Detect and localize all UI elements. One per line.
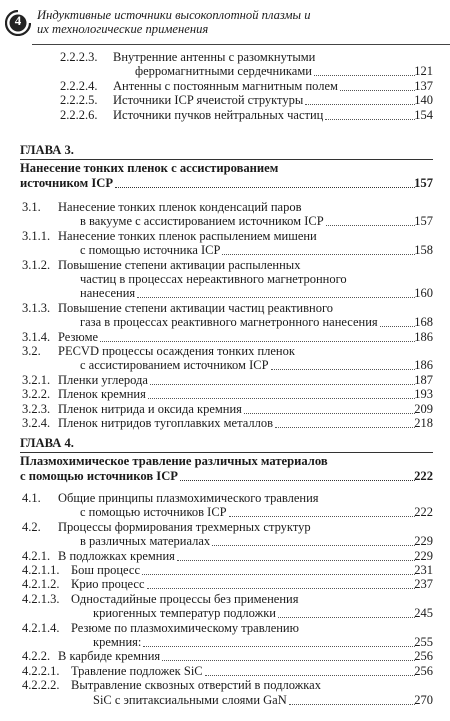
- toc-entry-number: 2.2.2.6.: [60, 107, 98, 122]
- page-number: 4: [14, 13, 22, 28]
- toc-leader: [143, 646, 415, 647]
- toc-leader: [148, 398, 415, 399]
- toc-entry-text: Антенны с постоянным магнитным полем: [113, 78, 338, 93]
- toc-leader: [229, 516, 415, 517]
- toc-entry-page: 229: [414, 548, 433, 563]
- toc-entry-text: криогенных температур подложки: [93, 606, 276, 621]
- toc-leader: [137, 297, 415, 298]
- toc-entry-page: 158: [414, 243, 433, 258]
- chapter-rule: [20, 159, 433, 160]
- toc-entry-page: 231: [414, 563, 433, 577]
- toc-entry-number: 4.2.1.3.: [22, 591, 60, 606]
- chapter-page: 157: [414, 176, 433, 190]
- chapter-title-line1: Нанесение тонких пленок с ассистированием: [20, 161, 279, 175]
- toc-entry-page: 245: [414, 606, 433, 621]
- toc-entry-text: Пленок нитрида и оксида кремния: [58, 401, 242, 416]
- chapter-leader: [115, 187, 415, 188]
- chapter-title-line2: с помощью источников ICP: [20, 469, 178, 483]
- toc-entry-page: 168: [414, 315, 433, 330]
- running-header-line1: Индуктивные источники высокоплотной плазмы и: [37, 8, 311, 22]
- toc-entry-text: с помощью источника ICP: [80, 243, 221, 258]
- toc-entry-number: 3.1.1.: [22, 228, 51, 243]
- toc-entry-page: 193: [414, 387, 433, 402]
- toc-leader: [314, 75, 415, 76]
- toc-leader: [305, 104, 415, 105]
- toc-entry-number: 4.2.2.1.: [22, 663, 60, 678]
- toc-entry-text: газа в процессах реактивного магнетронного нанесения: [80, 315, 378, 330]
- toc-entry-number: 3.1.2.: [22, 257, 51, 272]
- toc-entry-text: Повышение степени активации частиц реактивного: [58, 300, 334, 315]
- toc-leader: [150, 384, 415, 385]
- toc-entry-page: 218: [414, 416, 433, 430]
- toc-entry-number: 3.2.2.: [22, 387, 51, 402]
- running-header-line2: их технологические применения: [37, 22, 209, 36]
- toc-leader: [205, 675, 415, 676]
- toc-entry-text: Травление подложек SiC: [71, 663, 203, 678]
- toc-entry-text: Процессы формирования трехмерных структур: [58, 519, 311, 534]
- toc-entry-number: 2.2.2.5.: [60, 93, 98, 108]
- toc-entry-page: 209: [414, 401, 433, 416]
- toc-entry-page: 270: [414, 692, 433, 707]
- toc-entry-page: 229: [414, 534, 433, 549]
- toc-entry-text: Резюме: [58, 329, 99, 344]
- toc-entry-page: 256: [414, 663, 433, 678]
- toc-entry-text: В карбиде кремния: [58, 649, 161, 664]
- chapter-leader: [180, 480, 415, 481]
- toc-leader: [147, 588, 416, 589]
- toc-leader: [271, 369, 415, 370]
- toc-entry-page: 256: [414, 649, 433, 664]
- toc-entry-number: 4.2.1.1.: [22, 563, 60, 577]
- chapter-label: ГЛАВА 4.: [20, 436, 74, 450]
- toc-entry-text: Источники ICP ячеистой структуры: [113, 93, 304, 108]
- toc-entry-text: Источники пучков нейтральных частиц: [113, 107, 324, 122]
- toc-entry-text: в вакууме с ассистированием источником ICP: [80, 214, 324, 229]
- toc-entry-number: 4.2.2.: [22, 649, 51, 664]
- toc-entry-number: 4.2.1.2.: [22, 577, 60, 592]
- toc-entry-text: с ассистированием источником ICP: [80, 358, 269, 373]
- toc-leader: [177, 560, 415, 561]
- toc-leader: [326, 225, 415, 226]
- toc-entry-text: Пленок кремния: [58, 387, 146, 402]
- toc-entry-page: 140: [414, 93, 433, 108]
- toc-entry-number: 4.2.2.2.: [22, 678, 60, 693]
- toc-entry-page: 154: [414, 107, 433, 122]
- toc-entry-text: Общие принципы плазмохимического травления: [58, 491, 319, 505]
- toc-entry-page: 186: [414, 329, 433, 344]
- toc-leader: [100, 341, 415, 342]
- toc-entry-text: Повышение степени активации распыленных: [58, 257, 301, 272]
- toc-entry-text: кремния:: [93, 635, 142, 649]
- toc-entry-number: 4.2.: [22, 519, 41, 534]
- toc-entry-text: Пленки углерода: [58, 372, 148, 387]
- toc-entry-text: Нанесение тонких пленок конденсаций паров: [58, 200, 302, 214]
- toc-entry-page: 187: [414, 372, 433, 387]
- chapter-title-line2: источником ICP: [20, 176, 114, 190]
- toc-entry-text: Вытравление сквозных отверстий в подложках: [71, 678, 321, 693]
- toc-leader: [289, 704, 415, 705]
- chapter-title-line1: Плазмохимическое травление различных материалов: [20, 454, 328, 468]
- toc-entry-page: 160: [414, 286, 433, 301]
- toc-entry-number: 2.2.2.4.: [60, 78, 98, 93]
- toc-leader: [278, 617, 415, 618]
- toc-entry-text: SiC с эпитаксиальными слоями GaN: [93, 692, 287, 707]
- toc-entry-number: 3.2.3.: [22, 401, 51, 416]
- toc-entry-number: 3.2.4.: [22, 416, 51, 430]
- toc-leader: [212, 545, 415, 546]
- toc-leader: [340, 90, 415, 91]
- toc-entry-number: 3.1.: [22, 200, 41, 214]
- toc-entry-text: Нанесение тонких пленок распылением мишени: [58, 228, 317, 243]
- chapter-rule: [20, 452, 433, 453]
- toc-entry-text: нанесения: [80, 286, 136, 301]
- toc-entry-number: 2.2.2.3.: [60, 50, 98, 64]
- toc-entry-number: 4.2.1.4.: [22, 620, 60, 635]
- toc-entry-text: Бош процесс: [71, 563, 141, 577]
- toc-leader: [222, 254, 415, 255]
- toc-entry-page: 255: [414, 635, 433, 649]
- toc-entry-text: Резюме по плазмохимическому травлению: [71, 620, 299, 635]
- toc-entry-number: 4.1.: [22, 491, 41, 505]
- toc-entry-text: с помощью источников ICP: [80, 505, 227, 520]
- toc-entry-text: ферромагнитными сердечниками: [135, 64, 312, 79]
- toc-entry-text: в различных материалах: [80, 534, 211, 549]
- toc-entry-page: 137: [414, 78, 433, 93]
- toc-entry-page: 186: [414, 358, 433, 373]
- toc-leader: [325, 119, 415, 120]
- toc-entry-text: Крио процесс: [71, 577, 145, 592]
- toc-entry-page: 237: [414, 577, 433, 592]
- toc-entry-text: PECVD процессы осаждения тонких пленок: [58, 344, 295, 358]
- toc-leader: [142, 574, 415, 575]
- toc-leader: [275, 427, 415, 428]
- toc-entry-text: В подложках кремния: [58, 548, 175, 563]
- toc-entry-text: Пленок нитридов тугоплавких металлов: [58, 416, 274, 430]
- toc-entry-number: 3.2.: [22, 344, 41, 358]
- chapter-label: ГЛАВА 3.: [20, 143, 74, 157]
- toc-entry-text: Внутренние антенны с разомкнутыми: [113, 50, 316, 64]
- toc-entry-number: 3.2.1.: [22, 372, 51, 387]
- toc-entry-page: 157: [414, 214, 433, 229]
- toc-leader: [244, 413, 415, 414]
- toc-entry-number: 3.1.4.: [22, 329, 51, 344]
- toc-entry-number: 4.2.1.: [22, 548, 51, 563]
- toc-leader: [380, 326, 415, 327]
- toc-entry-text: частиц в процессах нереактивного магнетронного: [80, 272, 347, 286]
- toc-entry-number: 3.1.3.: [22, 300, 51, 315]
- toc-leader: [162, 660, 415, 661]
- toc-entry-page: 222: [414, 505, 433, 520]
- toc-entry-page: 121: [414, 64, 433, 79]
- chapter-page: 222: [414, 469, 433, 483]
- toc-entry-text: Одностадийные процессы без применения: [71, 591, 299, 606]
